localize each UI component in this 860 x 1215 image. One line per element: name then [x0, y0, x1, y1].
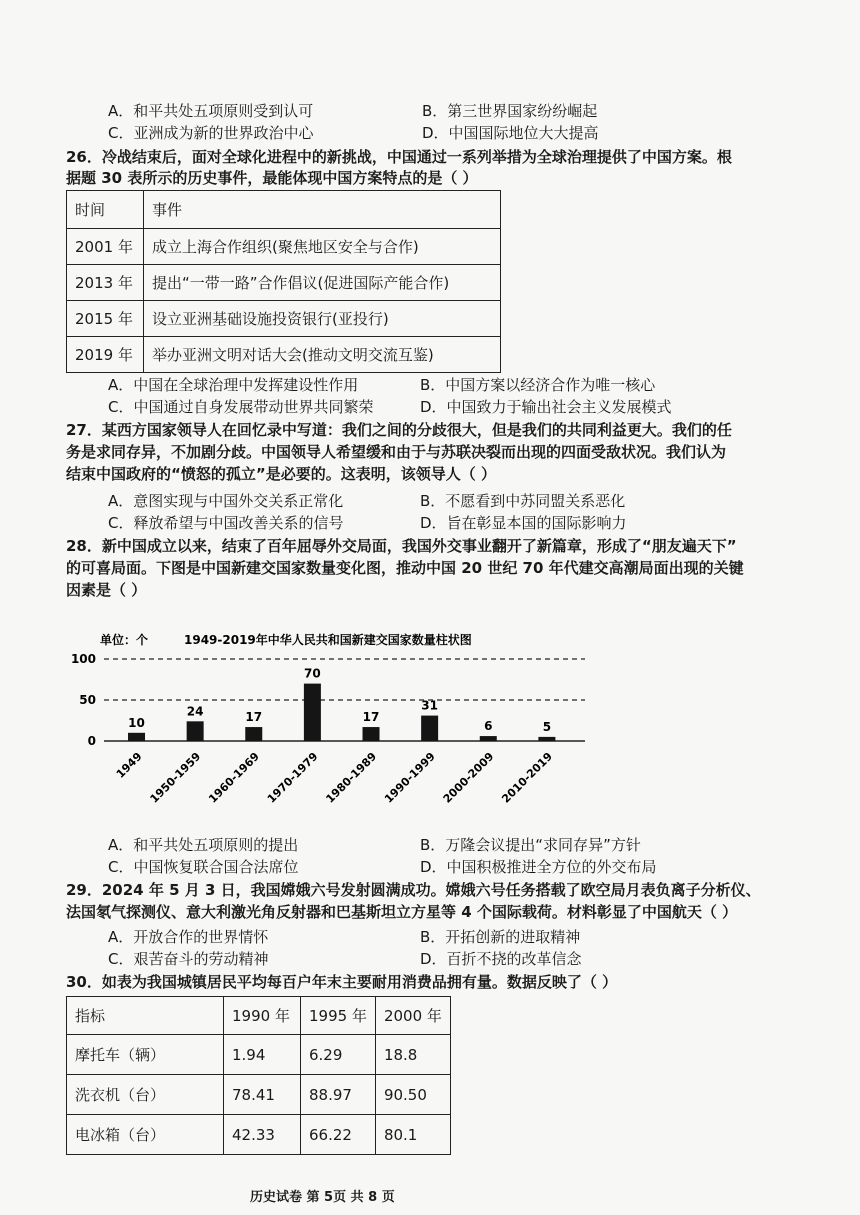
q26-option-b: B．中国方案以经济合作为唯一核心 — [420, 376, 656, 394]
q29-stem-line2: 法国氡气探测仪、意大利激光角反射器和巴基斯坦立方星等 4 个国际载荷。材料彰显了中国航天（ ） — [66, 903, 738, 921]
x-tick-label: 1970-1979 — [264, 749, 321, 806]
q25-option-c: C．亚洲成为新的世界政治中心 — [108, 124, 314, 142]
bar — [363, 727, 380, 741]
y-tick-label: 100 — [70, 652, 96, 666]
q30-consumer-goods-table — [66, 996, 451, 1155]
x-tick-label: 1980-1989 — [323, 749, 380, 806]
bar — [480, 736, 497, 741]
q26-event-table — [66, 190, 501, 373]
x-tick-label: 1950-1959 — [147, 749, 204, 806]
q27-stem-line1: 27．某西方国家领导人在回忆录中写道：我们之间的分歧很大，但是我们的共同利益更大。我们的任 — [66, 421, 732, 439]
x-tick-label: 1949 — [113, 749, 145, 781]
table-header-row — [67, 191, 501, 229]
table-cell: 2019 年 — [67, 337, 144, 373]
x-tick-label: 1990-1999 — [382, 749, 438, 806]
bar — [187, 721, 204, 741]
q29-option-a: A．开放合作的世界情怀 — [108, 928, 269, 946]
q26-option-c: C．中国通过自身发展带动世界共同繁荣 — [108, 398, 374, 416]
q29-option-b: B．开拓创新的进取精神 — [420, 928, 581, 946]
q30-stem-line1: 30．如表为我国城镇居民平均每百户年末主要耐用消费品拥有量。数据反映了（ ） — [66, 973, 618, 991]
data-label: 10 — [128, 715, 145, 730]
data-label: 6 — [484, 719, 493, 734]
table-cell: 80.1 — [375, 1115, 450, 1155]
table-cell: 摩托车（辆） — [67, 1035, 224, 1075]
table-cell: 88.97 — [301, 1075, 376, 1115]
chart-title: 1949-2019年中华人民共和国新建交国家数量柱状图 — [184, 633, 472, 647]
q27-option-b: B．不愿看到中苏同盟关系恶化 — [420, 492, 626, 510]
table-row — [67, 337, 501, 373]
table-cell: 1.94 — [224, 1035, 301, 1075]
data-label: 31 — [421, 698, 438, 713]
bar — [421, 716, 438, 741]
x-tick-label: 2000-2009 — [440, 749, 497, 806]
y-tick-label: 50 — [79, 693, 96, 707]
table-cell: 提出“一带一路”合作倡议(促进国际产能合作) — [144, 265, 501, 301]
q28-option-a: A．和平共处五项原则的提出 — [108, 836, 299, 854]
table-header-row — [67, 997, 451, 1035]
table-cell: 42.33 — [224, 1115, 301, 1155]
q26-stem-line1: 26．冷战结束后，面对全球化进程中的新挑战，中国通过一系列举措为全球治理提供了中国方案。根 — [66, 148, 732, 166]
table-row — [67, 265, 501, 301]
q29-stem-line1: 29．2024 年 5 月 3 日，我国嫦娥六号发射圆满成功。嫦娥六号任务搭载了欧空局月表负离子分析仪、 — [66, 881, 761, 899]
x-tick-label: 2010-2019 — [499, 749, 556, 806]
q28-stem-line1: 28．新中国成立以来，结束了百年屈辱外交局面，我国外交事业翻开了新篇章，形成了“朋友遍天下” — [66, 537, 737, 555]
table-row — [67, 301, 501, 337]
q27-option-d: D．旨在彰显本国的国际影响力 — [420, 514, 627, 532]
data-label: 17 — [362, 710, 380, 725]
table-row — [67, 229, 501, 265]
table-header-cell: 2000 年 — [375, 997, 450, 1035]
data-label: 24 — [186, 704, 204, 719]
table-header-cell: 1995 年 — [301, 997, 376, 1035]
q28-stem-line2: 的可喜局面。下图是中国新建交国家数量变化图，推动中国 20 世纪 70 年代建交高潮局面出现的关键 — [66, 559, 744, 577]
table-cell: 2001 年 — [67, 229, 144, 265]
q25-option-b: B．第三世界国家纷纷崛起 — [422, 102, 598, 120]
table-cell: 电冰箱（台） — [67, 1115, 224, 1155]
table-header-cell: 指标 — [67, 997, 224, 1035]
table-header-cell: 1990 年 — [224, 997, 301, 1035]
q28-stem-line3: 因素是（ ） — [66, 581, 147, 599]
table-row — [67, 1115, 451, 1155]
data-label: 5 — [542, 719, 552, 734]
chart-unit-label: 单位：个 — [100, 633, 149, 647]
q27-option-c: C．释放希望与中国改善关系的信号 — [108, 514, 344, 532]
bar-chart — [60, 620, 620, 830]
q29-option-c: C．艰苦奋斗的劳动精神 — [108, 950, 269, 968]
table-cell: 66.22 — [301, 1115, 376, 1155]
table-cell: 18.8 — [375, 1035, 450, 1075]
bar — [538, 737, 555, 741]
q26-option-d: D．中国致力于输出社会主义发展模式 — [420, 398, 672, 416]
table-cell: 90.50 — [375, 1075, 450, 1115]
y-tick-label: 0 — [87, 734, 96, 748]
table-cell: 2013 年 — [67, 265, 144, 301]
q25-option-d: D．中国国际地位大大提高 — [422, 124, 599, 142]
q28-option-c: C．中国恢复联合国合法席位 — [108, 858, 299, 876]
data-label: 70 — [304, 666, 321, 681]
q25-option-a: A．和平共处五项原则受到认可 — [108, 102, 314, 120]
table-cell: 78.41 — [224, 1075, 301, 1115]
table-cell: 设立亚洲基础设施投资银行(亚投行) — [144, 301, 501, 337]
x-tick-label: 1960-1969 — [206, 749, 262, 806]
bar — [245, 727, 262, 741]
table-cell: 2015 年 — [67, 301, 144, 337]
q27-stem-line3: 结束中国政府的“愤怒的孤立”是必要的。这表明，该领导人（ ） — [66, 465, 496, 483]
q26-stem-line2: 据题 30 表所示的历史事件，最能体现中国方案特点的是（ ） — [66, 169, 478, 187]
q29-option-d: D．百折不挠的改革信念 — [420, 950, 582, 968]
table-cell: 6.29 — [301, 1035, 376, 1075]
bar — [304, 684, 321, 741]
table-cell: 举办亚洲文明对话大会(推动文明交流互鉴) — [144, 337, 501, 373]
table-cell: 成立上海合作组织(聚焦地区安全与合作) — [144, 229, 501, 265]
table-row — [67, 1035, 451, 1075]
table-header-cell: 时间 — [67, 191, 144, 229]
table-cell: 洗衣机（台） — [67, 1075, 224, 1115]
data-label: 17 — [245, 710, 263, 725]
q27-option-a: A．意图实现与中国外交关系正常化 — [108, 492, 344, 510]
q26-option-a: A．中国在全球治理中发挥建设性作用 — [108, 376, 359, 394]
q27-stem-line2: 务是求同存异，不加剧分歧。中国领导人希望缓和由于与苏联决裂而出现的四面受敌状况。我们认为 — [66, 443, 727, 461]
q28-option-b: B．万隆会议提出“求同存异”方针 — [420, 836, 641, 854]
page-footer: 历史试卷 第 5页 共 8 页 — [250, 1190, 395, 1205]
table-header-cell: 事件 — [144, 191, 501, 229]
table-row — [67, 1075, 451, 1115]
bar — [128, 733, 145, 741]
q28-option-d: D．中国积极推进全方位的外交布局 — [420, 858, 657, 876]
